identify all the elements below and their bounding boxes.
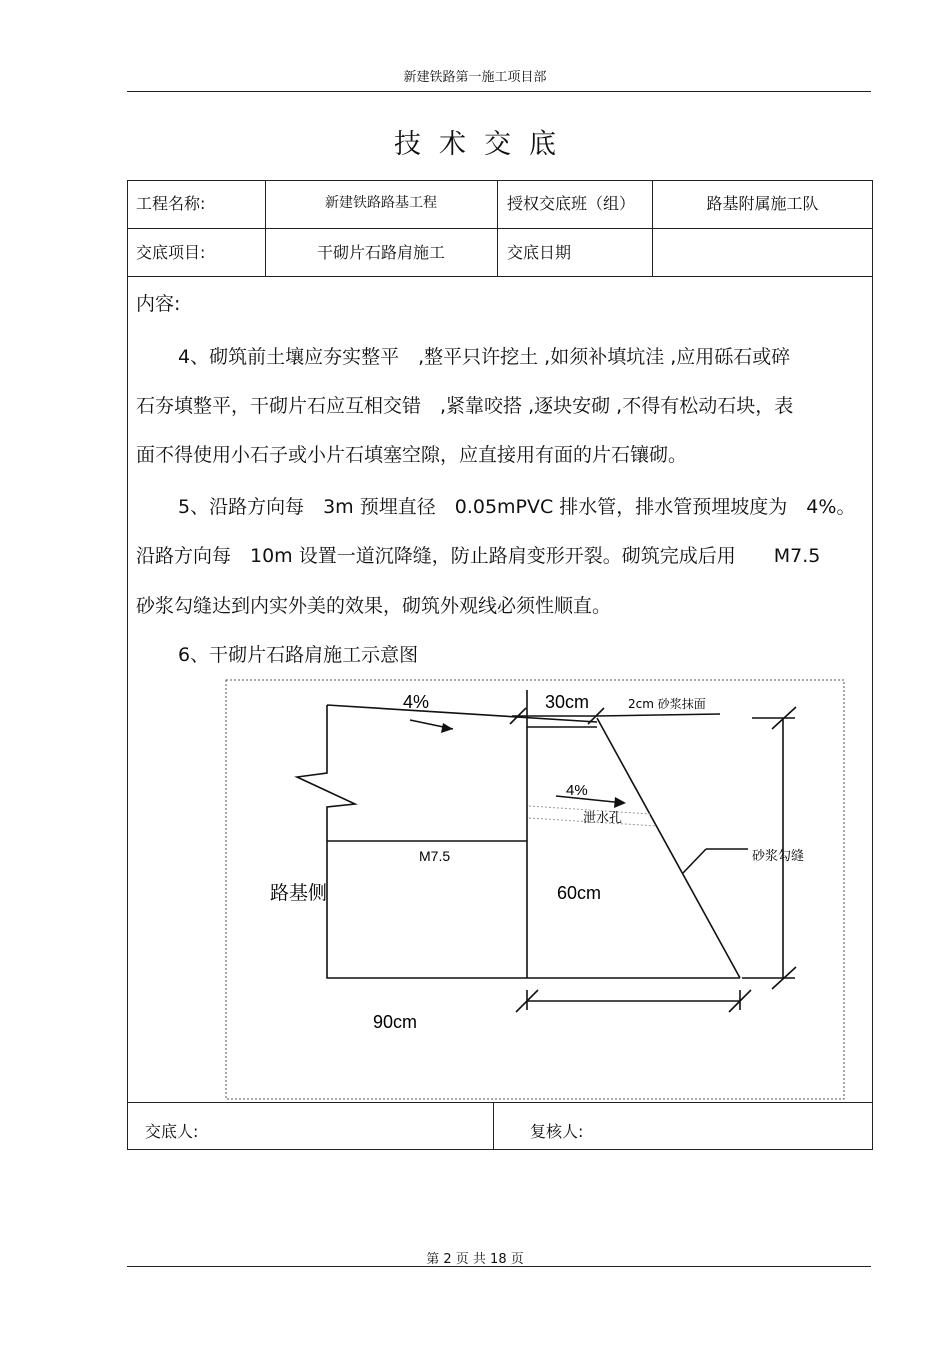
date-label: 交底日期	[507, 243, 572, 262]
header-org: 新建铁路第一施工项目部	[403, 70, 547, 85]
width-label-top: 30cm	[545, 692, 590, 712]
drain-hole-label: 泄水孔	[583, 811, 623, 826]
wall-outer-slope	[597, 718, 740, 978]
content-label: 内容:	[136, 293, 181, 315]
width-label-bottom: 90cm	[373, 1012, 418, 1032]
leader-joint	[683, 849, 706, 873]
team-value: 路基附属施工队	[706, 194, 819, 213]
content-line: 石夯填整平，干砌片石应互相交错 ,紧靠咬搭 ,逐块安砌 ,不得有松动石块，表	[136, 395, 794, 417]
height-label: 60cm	[557, 883, 602, 903]
slope-label-top: 4%	[403, 692, 430, 712]
content-line: 沿路方向每 10m 设置一道沉降缝，防止路肩变形开裂。砌筑完成后用 M7.5	[136, 545, 821, 567]
team-label: 授权交底班（组）	[507, 194, 636, 213]
footer-rule	[127, 1266, 871, 1267]
content-line: 4、砌筑前土壤应夯实整平 ,整平只许挖土 ,如须补填坑洼 ,应用砾石或碎	[178, 346, 791, 368]
project-name-label: 工程名称:	[136, 194, 206, 213]
subgrade-side-label: 路基侧	[270, 882, 328, 904]
mortar-grade-label: M7.5	[419, 848, 451, 864]
content-line: 5、沿路方向每 3m 预埋直径 0.05mPVC 排水管，排水管预埋坡度为 4%。	[178, 496, 856, 518]
mortar-finish-label: 2cm 砂浆抹面	[628, 697, 706, 711]
document-title: 技术交底	[394, 129, 574, 160]
slope-label-drain: 4%	[566, 782, 588, 799]
page-number: 第 2 页 共 18 页	[426, 1252, 524, 1267]
project-name-value: 新建铁路路基工程	[325, 195, 437, 211]
content-line: 面不得使用小石子或小片石填塞空隙，应直接用有面的片石镶砌。	[136, 444, 688, 466]
joint-label: 砂浆勾缝	[752, 849, 805, 864]
content-line: 砂浆勾缝达到内实外美的效果，砌筑外观线必须性顺直。	[136, 595, 612, 617]
item-value: 干砌片石路肩施工	[316, 243, 445, 262]
reviewer-label: 复核人:	[530, 1122, 584, 1141]
item-label: 交底项目:	[136, 243, 206, 262]
content-line: 6、干砌片石路肩施工示意图	[178, 644, 419, 666]
issuer-label: 交底人:	[145, 1122, 199, 1141]
leader-mortar-finish	[597, 714, 720, 716]
